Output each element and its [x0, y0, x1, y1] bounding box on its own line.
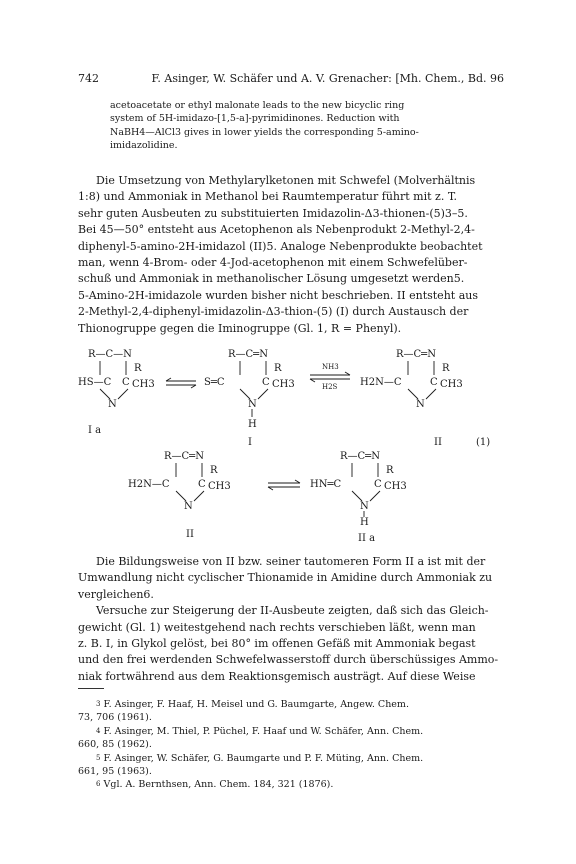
text-line: Thionogruppe gegen die Iminogruppe (Gl. 1, R = Phenyl). — [78, 321, 402, 335]
svg-text:H2N—C: H2N—C — [128, 479, 170, 490]
svg-text:HS—C: HS—C — [78, 377, 112, 388]
equilibrium-arrow — [166, 378, 196, 388]
text-line: gewicht (Gl. 1) weitestgehend nach rechts verschieben läßt, wenn man — [78, 620, 476, 634]
svg-text:I a: I a — [88, 425, 102, 436]
svg-text:R—C—N: R—C—N — [88, 349, 132, 360]
text-line: z. B. I, in Glykol gelöst, bei 80° im offenen Gefäß mit Ammoniak begast — [78, 637, 476, 651]
svg-text:N: N — [416, 399, 425, 410]
footnote — [78, 725, 502, 738]
text-line: schuß und Ammoniak in methanolischer Lösung umgesetzt werden5. — [78, 272, 465, 286]
text-line: und den frei werdenden Schwefelwasserstoff durch überschüssiges Ammo- — [78, 653, 499, 667]
svg-text:R: R — [210, 465, 218, 476]
text-line: vergleichen6. — [78, 587, 154, 601]
svg-text:R—C═N: R—C═N — [340, 451, 380, 462]
footnote — [78, 698, 502, 711]
abstract-line: NaBH4—AlCl3 gives in lower yields the corresponding 5-amino- — [110, 126, 419, 138]
svg-text:H: H — [248, 419, 257, 430]
svg-text:C: C — [430, 377, 438, 388]
svg-text:CH3: CH3 — [208, 481, 231, 492]
text-line: Bei 45—50° entsteht aus Acetophenon als Nebenprodukt 2-Methyl-2,4- — [78, 223, 475, 237]
footnote-number: 3 — [96, 700, 101, 708]
svg-text:C: C — [262, 377, 270, 388]
svg-text:R—C═N: R—C═N — [396, 349, 436, 360]
footnote-text: F. Asinger, W. Schäfer, G. Baumgarte und P. F. Müting, Ann. Chem. — [103, 752, 424, 764]
paragraph-1 — [78, 173, 502, 337]
footnotes — [78, 698, 502, 792]
footnote-continuation: 661, 95 (1963). — [78, 766, 152, 778]
svg-text:R: R — [134, 363, 142, 374]
scheme-svg — [78, 345, 502, 545]
footnote-number: 6 — [96, 780, 101, 789]
svg-text:CH3: CH3 — [272, 379, 295, 390]
page-number: 742 — [78, 72, 99, 85]
text-line: 2-Methyl-2,4-diphenyl-imidazolin-Δ3-thion-(5) (I) durch Austausch der — [78, 305, 469, 319]
reaction-scheme — [78, 345, 502, 545]
paragraph-2 — [78, 554, 502, 685]
svg-text:C: C — [122, 377, 130, 388]
text-line: Versuche zur Steigerung der II-Ausbeute zeigten, daß sich das Gleich- — [96, 604, 489, 618]
svg-text:H: H — [360, 517, 369, 528]
footnote — [78, 778, 502, 791]
svg-text:R—C═N: R—C═N — [228, 349, 268, 360]
footnote — [78, 752, 502, 765]
svg-text:CH3: CH3 — [132, 379, 155, 390]
footnote-text: Vgl. A. Bernthsen, Ann. Chem. 184, 321 (1876). — [103, 779, 334, 791]
footnote-number: 5 — [96, 753, 101, 762]
structure-Ia — [78, 349, 155, 436]
svg-text:N: N — [248, 399, 257, 410]
svg-text:R—C═N: R—C═N — [164, 451, 204, 462]
text-line: 5-Amino-2H-imidazole wurden bisher nicht beschrieben. II entsteht aus — [78, 288, 478, 302]
text-line: Die Bildungsweise von II bzw. seiner tautomeren Form II a ist mit der — [96, 555, 486, 568]
svg-text:S═C: S═C — [204, 377, 225, 388]
text-line: sehr guten Ausbeuten zu substituierten Imidazolin-Δ3-thionen-(5)3–5. — [78, 206, 468, 220]
svg-text:H2N—C: H2N—C — [360, 377, 402, 388]
svg-text:NH3: NH3 — [322, 363, 339, 371]
svg-text:II: II — [434, 437, 442, 448]
svg-text:N: N — [360, 501, 369, 512]
abstract-line: acetoacetate or ethyl malonate leads to the new bicyclic ring — [110, 100, 405, 111]
text-line: Umwandlung nicht cyclischer Thionamide in Amidine durch Ammoniak zu — [78, 571, 493, 585]
svg-text:II a: II a — [358, 533, 376, 544]
footnote-rule — [78, 688, 104, 689]
svg-text:R: R — [442, 363, 450, 374]
svg-text:N: N — [108, 399, 117, 410]
footnote-text: F. Asinger, F. Haaf, H. Meisel und G. Baumgarte, Angew. Chem. — [103, 699, 409, 710]
structure-IIa — [310, 451, 407, 544]
text-line: diphenyl-5-amino-2H-imidazol (II)5. Analoge Nebenprodukte beobachtet — [78, 239, 483, 253]
svg-text:CH3: CH3 — [384, 481, 407, 492]
reagent-arrow — [310, 363, 350, 391]
svg-text:H2S: H2S — [322, 383, 338, 391]
equilibrium-arrow-row2 — [268, 480, 300, 490]
footnote-continuation: 660, 85 (1962). — [78, 739, 152, 751]
text-line: man, wenn 4-Brom- oder 4-Jod-acetophenon mit einem Schwefelüber- — [78, 256, 468, 270]
svg-text:I: I — [248, 437, 252, 448]
footnote-number: 4 — [96, 726, 101, 735]
footnote-text: F. Asinger, M. Thiel, P. Püchel, F. Haaf und W. Schäfer, Ann. Chem. — [103, 725, 424, 737]
svg-text:N: N — [184, 501, 193, 512]
svg-text:HN═C: HN═C — [310, 479, 342, 490]
text-line: 1:8) und Ammoniak in Methanol bei Raumtemperatur führt mit z. T. — [78, 190, 458, 204]
abstract-block — [110, 99, 475, 153]
running-title: F. Asinger, W. Schäfer und A. V. Grenacher: [Mh. Chem., Bd. 96 — [151, 72, 504, 85]
svg-text:II: II — [186, 529, 194, 540]
structure-II-row2 — [128, 451, 231, 540]
footnote-continuation: 73, 706 (1961). — [78, 712, 152, 724]
structure-I — [204, 349, 295, 448]
svg-text:(1): (1) — [476, 437, 491, 448]
text-line: Die Umsetzung von Methylarylketonen mit Schwefel (Molverhältnis — [96, 174, 476, 187]
structure-II — [360, 349, 490, 448]
svg-text:C: C — [198, 479, 206, 490]
running-header — [78, 72, 504, 85]
svg-text:CH3: CH3 — [440, 379, 463, 390]
svg-text:R: R — [274, 363, 282, 374]
abstract-line: system of 5H-imidazo-[1,5-a]-pyrimidinones. Reduction with — [110, 113, 400, 125]
svg-text:C: C — [374, 479, 382, 490]
abstract-line: imidazolidine. — [110, 140, 178, 152]
svg-text:R: R — [386, 465, 394, 476]
text-line: niak fortwährend aus dem Reaktionsgemisch austrägt. Auf diese Weise — [78, 669, 476, 683]
